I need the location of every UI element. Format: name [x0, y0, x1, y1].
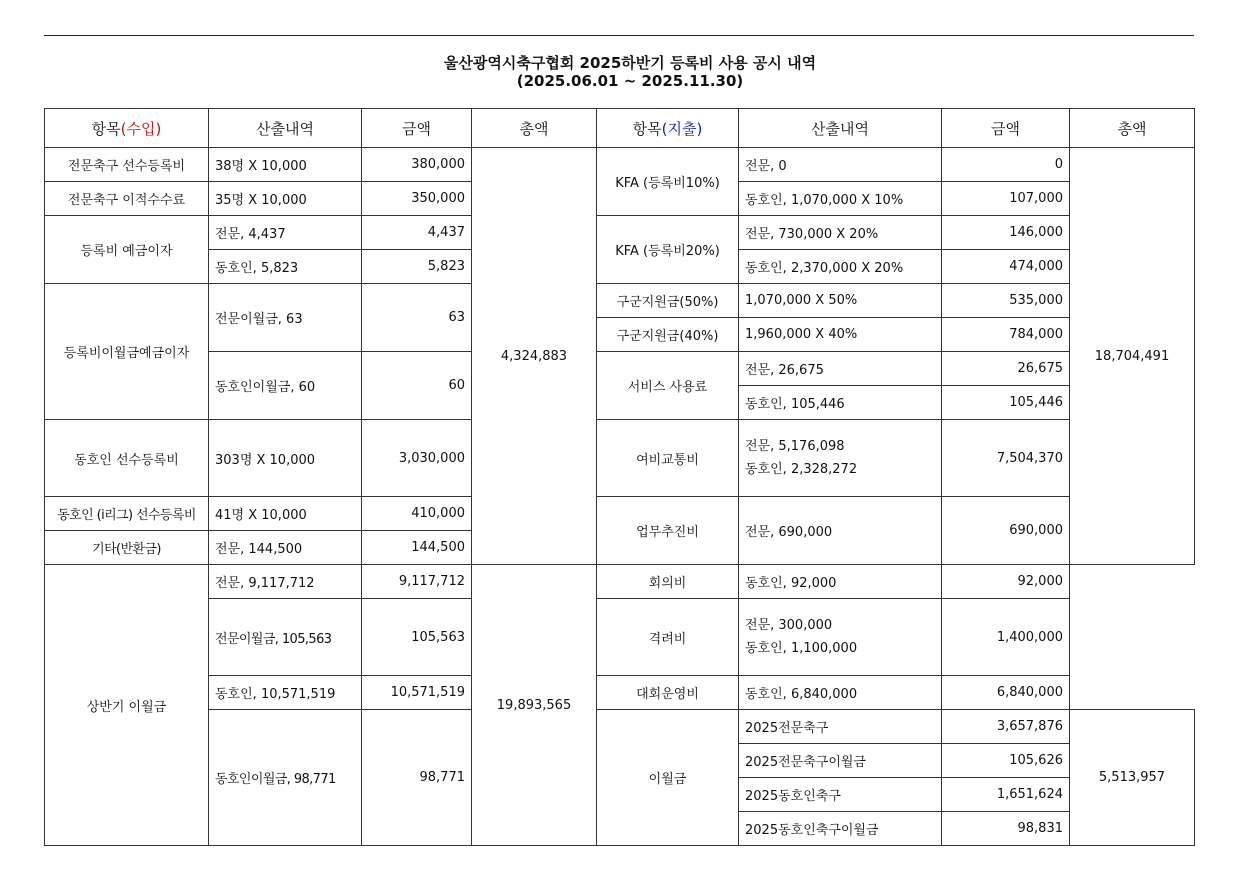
- income-calc: 38명 X 10,000: [209, 148, 362, 182]
- expense-calc: 1,960,000 X 40%: [739, 318, 942, 352]
- income-calc: 전문, 144,500: [209, 531, 362, 565]
- expense-calc: 전문, 300,000 동호인, 1,100,000: [739, 599, 942, 676]
- period-subtitle: (2025.06.01 ~ 2025.11.30): [516, 72, 744, 90]
- income-calc: 41명 X 10,000: [209, 497, 362, 531]
- income-amount: 5,823: [362, 250, 472, 284]
- expense-item: 대회운영비: [597, 676, 739, 710]
- table-row: [45, 676, 1195, 710]
- expense-item: 업무추진비: [597, 497, 739, 565]
- page-title: 울산광역시축구협회 2025하반기 등록비 사용 공시 내역: [443, 54, 817, 72]
- expense-calc: 전문, 0: [739, 148, 942, 182]
- income-calc: 동호인이월금, 98,771: [209, 710, 362, 846]
- income-amount: 105,563: [362, 599, 472, 676]
- income-item: 동호인 선수등록비: [45, 420, 209, 497]
- expense-item: 이월금: [597, 710, 739, 846]
- expense-item: KFA (등록비20%): [597, 216, 739, 284]
- expense-item: 서비스 사용료: [597, 352, 739, 420]
- income-calc: 동호인, 10,571,519: [209, 676, 362, 710]
- table-row: [45, 599, 1195, 676]
- income-amount: 63: [362, 284, 472, 352]
- expense-amount: 6,840,000: [942, 676, 1070, 710]
- expense-amount: 105,446: [942, 386, 1070, 420]
- table-row: [45, 565, 1195, 599]
- income-item: 등록비이월금예금이자: [45, 284, 209, 420]
- expense-amount: 92,000: [942, 565, 1070, 599]
- income-calc: 전문이월금, 63: [209, 284, 362, 352]
- income-calc: 동호인이월금, 60: [209, 352, 362, 420]
- expense-item: 구군지원금(40%): [597, 318, 739, 352]
- expense-amount: 784,000: [942, 318, 1070, 352]
- table-row: [45, 352, 1195, 386]
- income-calc: 전문이월금, 105,563: [209, 599, 362, 676]
- expense-item: KFA (등록비10%): [597, 148, 739, 216]
- income-calc: 전문, 9,117,712: [209, 565, 362, 599]
- expense-amount: 26,675: [942, 352, 1070, 386]
- expense-amount: 7,504,370: [942, 420, 1070, 497]
- expense-amount: 0: [942, 148, 1070, 182]
- top-rule: [44, 35, 1194, 36]
- expense-calc: 전문, 730,000 X 20%: [739, 216, 942, 250]
- header-amount: 금액: [362, 109, 472, 148]
- expense-amount: 98,831: [942, 812, 1070, 846]
- header-total-2: 총액: [1070, 109, 1195, 148]
- income-amount: 10,571,519: [362, 676, 472, 710]
- expense-calc: 동호인, 92,000: [739, 565, 942, 599]
- expense-calc: 동호인, 1,070,000 X 10%: [739, 182, 942, 216]
- expense-item: 회의비: [597, 565, 739, 599]
- expense-total-2: 5,513,957: [1070, 710, 1195, 846]
- table-row: [45, 148, 1195, 182]
- disclosure-table: [44, 108, 1195, 846]
- income-amount: 380,000: [362, 148, 472, 182]
- expense-amount: 107,000: [942, 182, 1070, 216]
- header-row: [45, 109, 1195, 148]
- table-row: [45, 497, 1195, 531]
- expense-amount: 690,000: [942, 497, 1070, 565]
- expense-calc: 2025동호인축구이월금: [739, 812, 942, 846]
- expense-item: 격려비: [597, 599, 739, 676]
- income-amount: 350,000: [362, 182, 472, 216]
- expense-amount: 146,000: [942, 216, 1070, 250]
- expense-amount: 1,651,624: [942, 778, 1070, 812]
- header-calc: 산출내역: [209, 109, 362, 148]
- expense-calc: 동호인, 6,840,000: [739, 676, 942, 710]
- expense-calc: 전문, 5,176,098 동호인, 2,328,272: [739, 420, 942, 497]
- expense-amount: 105,626: [942, 744, 1070, 778]
- header-income-item: 항목(수입): [45, 109, 209, 148]
- expense-calc: 전문, 26,675: [739, 352, 942, 386]
- income-item: 등록비 예금이자: [45, 216, 209, 284]
- table-row: [45, 710, 1195, 744]
- income-calc: 동호인, 5,823: [209, 250, 362, 284]
- expense-amount: 535,000: [942, 284, 1070, 318]
- income-item: 전문축구 선수등록비: [45, 148, 209, 182]
- income-amount: 410,000: [362, 497, 472, 531]
- income-total-2: 19,893,565: [472, 565, 597, 846]
- expense-amount: 474,000: [942, 250, 1070, 284]
- expense-calc: 동호인, 105,446: [739, 386, 942, 420]
- expense-calc: 2025동호인축구: [739, 778, 942, 812]
- expense-calc: 전문, 690,000: [739, 497, 942, 565]
- income-item: 동호인 (i리그) 선수등록비: [45, 497, 209, 531]
- income-item: 전문축구 이적수수료: [45, 182, 209, 216]
- expense-amount: 3,657,876: [942, 710, 1070, 744]
- header-amount-2: 금액: [942, 109, 1070, 148]
- income-amount: 60: [362, 352, 472, 420]
- header-total: 총액: [472, 109, 597, 148]
- expense-calc: 2025전문축구이월금: [739, 744, 942, 778]
- table-row: [45, 420, 1195, 497]
- income-amount: 98,771: [362, 710, 472, 846]
- expense-item: 구군지원금(50%): [597, 284, 739, 318]
- income-amount: 9,117,712: [362, 565, 472, 599]
- header-calc-2: 산출내역: [739, 109, 942, 148]
- expense-amount: 1,400,000: [942, 599, 1070, 676]
- table-row: [45, 284, 1195, 318]
- income-calc: 35명 X 10,000: [209, 182, 362, 216]
- expense-calc: 1,070,000 X 50%: [739, 284, 942, 318]
- income-item: 기타(반환금): [45, 531, 209, 565]
- table-row: [45, 216, 1195, 250]
- income-calc: 전문, 4,437: [209, 216, 362, 250]
- income-total-1: 4,324,883: [472, 148, 597, 565]
- header-expense-item: 항목(지출): [597, 109, 739, 148]
- expense-calc: 2025전문축구: [739, 710, 942, 744]
- income-amount: 3,030,000: [362, 420, 472, 497]
- income-amount: 4,437: [362, 216, 472, 250]
- expense-item: 여비교통비: [597, 420, 739, 497]
- expense-calc: 동호인, 2,370,000 X 20%: [739, 250, 942, 284]
- income-calc: 303명 X 10,000: [209, 420, 362, 497]
- income-amount: 144,500: [362, 531, 472, 565]
- income-item: 상반기 이월금: [45, 565, 209, 846]
- expense-total-1: 18,704,491: [1070, 148, 1195, 565]
